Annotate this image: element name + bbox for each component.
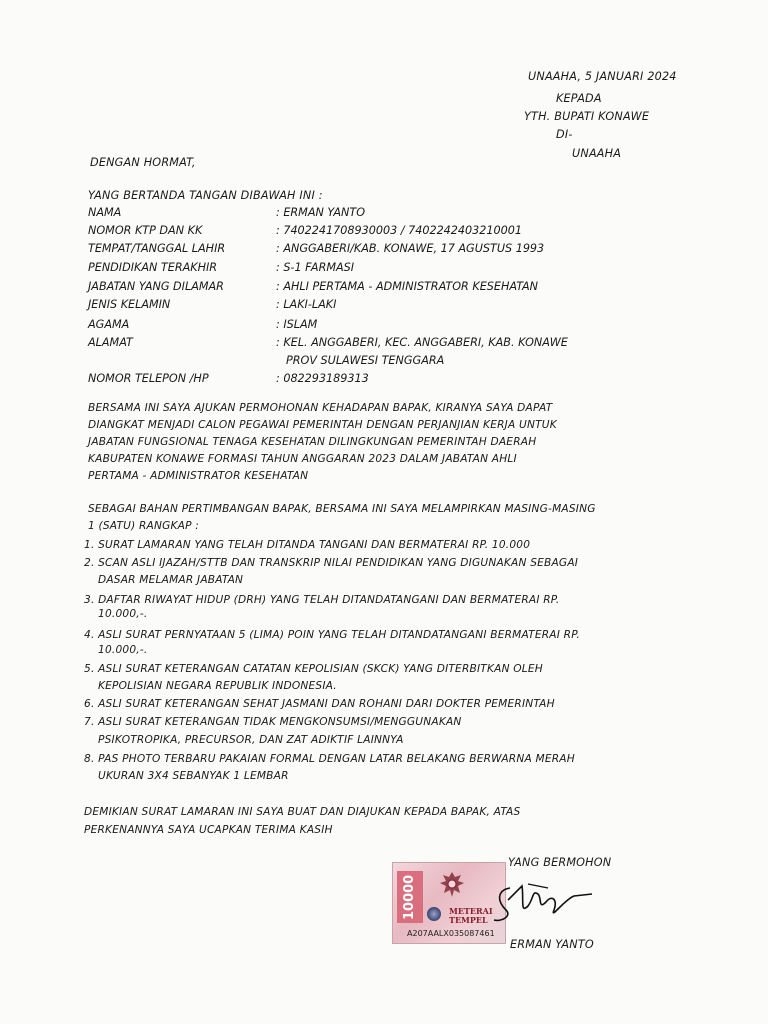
attach-intro-line: SEBAGAI BAHAN PERTIMBANGAN BAPAK, BERSAMA INI SAYA MELAMPIRKAN MASING-MASING xyxy=(88,503,596,515)
list-item-cont: 10.000,-. xyxy=(98,608,148,620)
field-label-ttl: TEMPAT/TANGGAL LAHIR xyxy=(88,242,226,255)
body-line: PERTAMA - ADMINISTRATOR KESEHATAN xyxy=(88,470,309,482)
handwritten-signature xyxy=(488,870,598,930)
list-item: 1. SURAT LAMARAN YANG TELAH DITANDA TANGANI DAN BERMATERAI RP. 10.000 xyxy=(84,539,531,551)
body-line: BERSAMA INI SAYA AJUKAN PERMOHONAN KEHADAPAN BAPAK, KIRANYA SAYA DAPAT xyxy=(88,402,553,414)
body-line: JABATAN FUNGSIONAL TENAGA KESEHATAN DILINGKUNGAN PEMERINTAH DAERAH xyxy=(88,436,537,448)
recipient-title: YTH. BUPATI KONAWE xyxy=(524,110,650,123)
stamp-denomination: 10000 xyxy=(397,871,423,923)
list-item: 4. ASLI SURAT PERNYATAAN 5 (LIMA) POIN YANG TELAH DITANDATANGANI BERMATERAI RP. xyxy=(84,629,580,641)
body-line: DIANGKAT MENJADI CALON PEGAWAI PEMERINTAH DENGAN PERJANJIAN KERJA UNTUK xyxy=(88,419,557,431)
field-label-pendidikan: PENDIDIKAN TERAKHIR xyxy=(88,261,218,274)
field-value-telepon: : 082293189313 xyxy=(276,372,369,385)
salutation: DENGAN HORMAT, xyxy=(90,156,196,169)
kepada-label: KEPADA xyxy=(556,92,602,105)
field-value-agama: : ISLAM xyxy=(276,318,318,331)
list-item-cont: PSIKOTROPIKA, PRECURSOR, DAN ZAT ADIKTIF LAINNYA xyxy=(98,734,404,746)
list-item-cont: KEPOLISIAN NEGARA REPUBLIK INDONESIA. xyxy=(98,680,337,692)
field-value-ktp: : 7402241708930003 / 7402242403210001 xyxy=(276,224,522,237)
stamp-label-1: METERAI xyxy=(449,906,493,916)
field-label-jenis-kelamin: JENIS KELAMIN xyxy=(88,298,171,311)
garuda-emblem-icon xyxy=(437,869,467,901)
field-label-agama: AGAMA xyxy=(88,318,130,331)
signoff-name: ERMAN YANTO xyxy=(510,938,594,951)
stamp-label xyxy=(449,907,493,925)
signoff-title: YANG BERMOHON xyxy=(508,856,612,869)
field-value-jabatan: : AHLI PERTAMA - ADMINISTRATOR KESEHATAN xyxy=(276,280,539,293)
list-item: 7. ASLI SURAT KETERANGAN TIDAK MENGKONSUMSI/MENGGUNAKAN xyxy=(84,716,462,728)
hologram-icon xyxy=(427,907,441,921)
list-item-cont: 10.000,-. xyxy=(98,644,148,656)
field-label-ktp: NOMOR KTP DAN KK xyxy=(88,224,203,237)
di-label: DI- xyxy=(556,128,573,141)
field-label-alamat: ALAMAT xyxy=(88,336,133,349)
stamp-serial: A207AALX035087461 xyxy=(407,929,495,938)
field-label-jabatan: JABATAN YANG DILAMAR xyxy=(88,280,224,293)
intro-line: YANG BERTANDA TANGAN DIBAWAH INI : xyxy=(88,189,323,202)
field-value-jenis-kelamin: : LAKI-LAKI xyxy=(276,298,337,311)
field-value-alamat: : KEL. ANGGABERI, KEC. ANGGABERI, KAB. KONAWE xyxy=(276,336,568,349)
closing-line: PERKENANNYA SAYA UCAPKAN TERIMA KASIH xyxy=(84,824,333,836)
field-label-nama: NAMA xyxy=(88,206,122,219)
field-value-alamat-prov: PROV SULAWESI TENGGARA xyxy=(286,354,445,367)
field-value-nama: : ERMAN YANTO xyxy=(276,206,366,219)
attach-intro-line: 1 (SATU) RANGKAP : xyxy=(88,520,200,532)
field-label-telepon: NOMOR TELEPON /HP xyxy=(88,372,209,385)
stamp-label-2: TEMPEL xyxy=(449,915,488,925)
list-item-cont: DASAR MELAMAR JABATAN xyxy=(98,574,244,586)
list-item: 2. SCAN ASLI IJAZAH/STTB DAN TRANSKRIP NILAI PENDIDIKAN YANG DIGUNAKAN SEBAGAI xyxy=(84,557,579,569)
recipient-city: UNAAHA xyxy=(572,147,622,160)
list-item: 3. DAFTAR RIWAYAT HIDUP (DRH) YANG TELAH DITANDATANGANI DAN BERMATERAI RP. xyxy=(84,594,560,606)
list-item-cont: UKURAN 3X4 SEBANYAK 1 LEMBAR xyxy=(98,770,289,782)
list-item: 6. ASLI SURAT KETERANGAN SEHAT JASMANI DAN ROHANI DARI DOKTER PEMERINTAH xyxy=(84,698,555,710)
field-value-ttl: : ANGGABERI/KAB. KONAWE, 17 AGUSTUS 1993 xyxy=(276,242,545,255)
place-date: UNAAHA, 5 JANUARI 2024 xyxy=(528,70,677,83)
list-item: 5. ASLI SURAT KETERANGAN CATATAN KEPOLISIAN (SKCK) YANG DITERBITKAN OLEH xyxy=(84,663,543,675)
list-item: 8. PAS PHOTO TERBARU PAKAIAN FORMAL DENGAN LATAR BELAKANG BERWARNA MERAH xyxy=(84,753,575,765)
field-value-pendidikan: : S-1 FARMASI xyxy=(276,261,355,274)
closing-line: DEMIKIAN SURAT LAMARAN INI SAYA BUAT DAN DIAJUKAN KEPADA BAPAK, ATAS xyxy=(84,806,521,818)
body-line: KABUPATEN KONAWE FORMASI TAHUN ANGGARAN 2023 DALAM JABATAN AHLI xyxy=(88,453,517,465)
